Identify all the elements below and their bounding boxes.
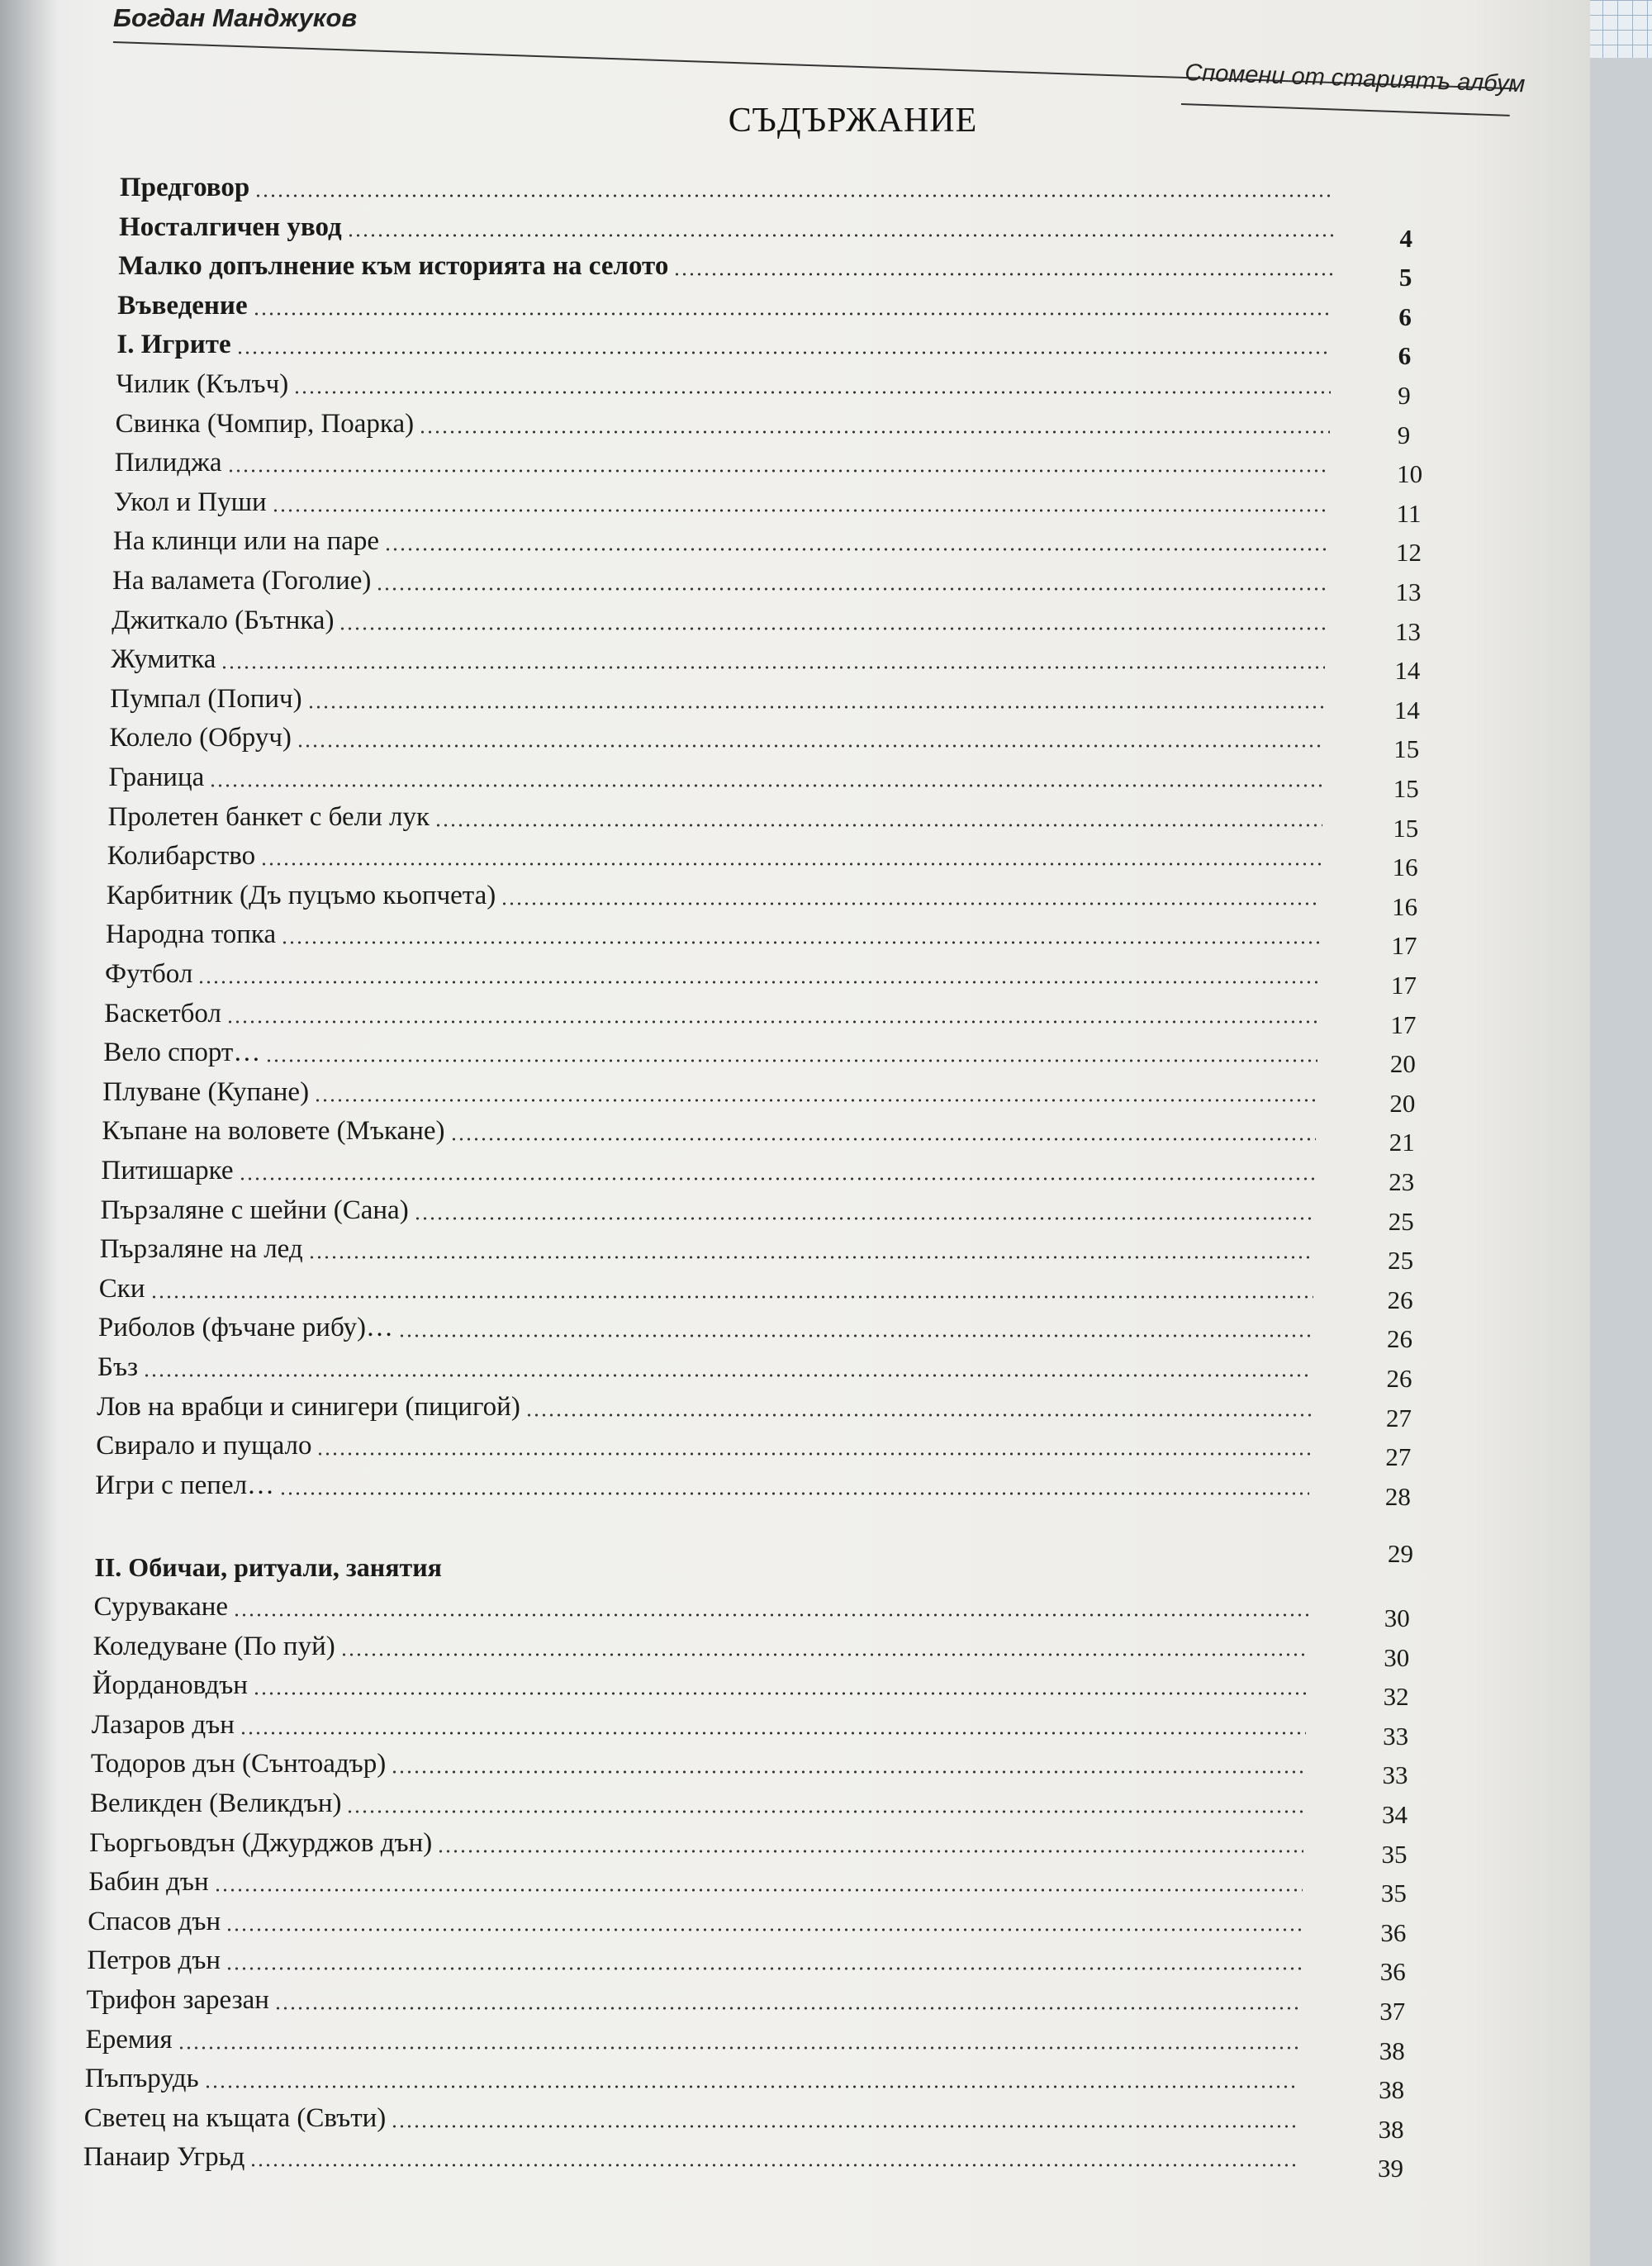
toc-page-number: 26: [1387, 1324, 1413, 1354]
toc-entry-label: Чилик (Кълъч): [116, 369, 289, 399]
leader-dots: [391, 2125, 1298, 2128]
toc-page-number: 15: [1393, 774, 1419, 803]
toc-page-number: 6: [1398, 341, 1412, 371]
toc-entry-label: I. Игрите: [116, 330, 231, 360]
toc-entry-label: Бабин дън: [88, 1867, 209, 1898]
toc-page-number: 9: [1398, 381, 1411, 410]
leader-dots: [226, 1020, 1318, 1024]
toc-entry: [113, 484, 1446, 528]
leader-dots: [225, 1928, 1302, 1931]
toc-entry: [117, 287, 1448, 331]
leader-dots: [260, 862, 1322, 866]
toc-entry-label: Панаир Угрьд: [83, 2142, 245, 2173]
toc-entry: [93, 1628, 1434, 1672]
toc-entry: [111, 641, 1444, 686]
toc-page-number: 17: [1391, 931, 1417, 961]
toc-entry-label: Граница: [108, 762, 205, 792]
leader-dots: [225, 1967, 1301, 1970]
toc-entry: [83, 2100, 1428, 2144]
toc-entry-label: Риболов (фъчане рибу)…: [97, 1313, 393, 1343]
leader-dots: [434, 824, 1322, 827]
leader-dots: [272, 509, 1328, 512]
toc-entry-label: Лов на врабци и синигери (пицигой): [97, 1391, 520, 1422]
toc-page-number: 30: [1384, 1642, 1410, 1672]
toc-entry-label: Пъпърудь: [84, 2064, 199, 2094]
toc-entry-label: Лазаров дън: [91, 1709, 235, 1740]
toc-entry: [104, 995, 1440, 1039]
toc-page-number: 26: [1386, 1364, 1412, 1393]
toc-entry-label: Гьоргьовдън (Джурджов дън): [89, 1827, 433, 1858]
leader-dots: [281, 941, 1320, 944]
toc-entry-label: Вело спорт…: [103, 1038, 261, 1068]
toc-entry: [118, 248, 1449, 292]
toc-entry: [97, 1389, 1436, 1432]
toc-entry-label: Еремия: [85, 2024, 173, 2055]
toc-entry-label: Укол и Пуши: [113, 487, 267, 517]
leader-dots: [316, 1452, 1310, 1456]
leader-dots: [307, 705, 1325, 709]
leader-dots: [143, 1374, 1312, 1377]
leader-dots: [209, 784, 1322, 787]
leader-dots: [279, 1492, 1309, 1495]
toc-page-number: 30: [1384, 1603, 1410, 1632]
toc-entry-label: Светец на къщата (Свъти): [83, 2102, 387, 2133]
leader-dots: [525, 1413, 1311, 1417]
toc-entry: [95, 1467, 1435, 1511]
toc-entry: [90, 1785, 1431, 1829]
section-heading: [116, 326, 1447, 371]
toc-page-number: 12: [1396, 538, 1422, 568]
toc-entry: [88, 1864, 1431, 1908]
leader-dots: [214, 1888, 1303, 1892]
toc-entry: [119, 209, 1449, 253]
toc-page-number: 33: [1383, 1721, 1409, 1751]
toc-page-number: 20: [1389, 1088, 1416, 1118]
toc-entry-label: Великден (Великдън): [90, 1789, 342, 1818]
toc-entry-label: Пролетен банкет с бели лук: [107, 801, 430, 832]
leader-dots: [265, 1059, 1317, 1062]
leader-dots: [414, 1217, 1315, 1220]
toc-entry-label: Свинка (Чомпир, Поарка): [115, 408, 415, 439]
toc-page-number: 32: [1383, 1682, 1409, 1712]
toc-entry-label: Йордановдън: [92, 1670, 248, 1701]
toc-page-number: 5: [1398, 263, 1412, 292]
toc-entry-label: Баскетбол: [104, 998, 221, 1028]
toc-entry: [115, 406, 1447, 449]
toc-entry: [87, 1942, 1429, 1987]
leader-dots: [236, 351, 1332, 354]
leader-dots: [293, 391, 1330, 394]
toc-page-number: 35: [1381, 1839, 1408, 1869]
leader-dots: [384, 548, 1327, 551]
toc-page-number: 37: [1379, 1997, 1406, 2026]
leader-dots: [346, 1810, 1304, 1813]
leader-dots: [376, 587, 1327, 591]
toc-entry: [96, 1428, 1435, 1472]
leader-dots: [233, 1613, 1308, 1617]
leader-dots: [297, 744, 1323, 748]
toc-page-number: 16: [1392, 853, 1418, 882]
toc-title: СЪДЪРЖАНИЕ: [728, 102, 978, 140]
toc-page-number: 27: [1385, 1403, 1412, 1432]
toc-entry-label: Игри с пепел…: [95, 1470, 275, 1500]
toc-entry: [105, 916, 1441, 961]
toc-page-number: 27: [1385, 1442, 1412, 1472]
toc-entry: [116, 366, 1448, 410]
toc-entry-label: На валамета (Гоголие): [112, 566, 372, 596]
toc-entry-label: Колибарство: [107, 841, 256, 872]
toc-entry-label: Питишарке: [101, 1156, 234, 1185]
toc-entry: [107, 838, 1442, 882]
section-heading: II. Обичаи, ритуали, занятия: [94, 1552, 442, 1583]
toc-entry-label: Къпане на воловете (Мъкане): [102, 1116, 445, 1147]
toc-entry: [83, 2139, 1427, 2183]
toc-page-number: 21: [1389, 1128, 1415, 1157]
toc-entry: [88, 1903, 1430, 1947]
toc-page-number: 16: [1392, 891, 1418, 921]
toc-page-number: 4: [1399, 223, 1412, 253]
leader-dots: [340, 1653, 1308, 1656]
toc-entry-label: Джиткало (Бътнка): [112, 605, 335, 635]
toc-page-number: 14: [1393, 695, 1420, 724]
toc-page-number: 17: [1391, 971, 1417, 1000]
toc-entry: [103, 1034, 1440, 1079]
toc-page-number: 25: [1388, 1246, 1414, 1276]
leader-dots: [253, 312, 1332, 316]
toc-entry: [97, 1349, 1436, 1393]
leader-dots: [274, 2007, 1301, 2010]
leader-dots: [391, 1770, 1305, 1774]
toc-entry: [92, 1667, 1433, 1712]
toc-page-number: 20: [1389, 1049, 1416, 1079]
toc-page-number: 13: [1394, 616, 1421, 646]
leader-dots: [314, 1099, 1317, 1102]
toc-page-number: 28: [1384, 1481, 1411, 1511]
toc-entry-label: Свирало и пущало: [96, 1431, 312, 1461]
toc-entry-label: Футбол: [105, 959, 193, 989]
toc-page-number: 23: [1389, 1167, 1415, 1196]
toc-entry-label: Пумпал (Попич): [110, 683, 302, 714]
toc-entry: [112, 602, 1445, 646]
leader-dots: [308, 1256, 1314, 1259]
leader-dots: [339, 627, 1326, 630]
toc-page-number: 6: [1398, 302, 1412, 331]
toc-entry: [90, 1746, 1432, 1790]
toc-entry-label: Сурувакане: [93, 1592, 229, 1622]
leader-dots: [254, 194, 1334, 197]
leader-dots: [450, 1138, 1317, 1141]
toc-page-number: 25: [1388, 1206, 1414, 1236]
toc-entry: [100, 1192, 1438, 1236]
leader-dots: [347, 234, 1333, 237]
page-shadow: [0, 0, 58, 2266]
toc-page-number: 11: [1396, 498, 1422, 528]
toc-page-number: 39: [1378, 2154, 1404, 2183]
toc-entry-label: Колело (Обруч): [109, 723, 292, 753]
toc-entry: [112, 523, 1446, 568]
toc-entry: [91, 1707, 1432, 1751]
toc-entry-label: Ски: [98, 1273, 145, 1304]
toc-page-number: 14: [1394, 656, 1421, 686]
leader-dots: [673, 273, 1332, 276]
toc-entry-label: Пързаляне с шейни (Сана): [100, 1195, 409, 1225]
toc-entry-label: Носталгичен увод: [119, 211, 342, 242]
toc-entry: [107, 799, 1443, 843]
toc-entry: [106, 877, 1441, 921]
leader-dots: [221, 666, 1325, 669]
toc-page-number: 33: [1382, 1760, 1408, 1790]
toc-page-number: 29: [1388, 1539, 1413, 1568]
toc-entry-label: Коледуване (По пуй): [93, 1631, 335, 1661]
toc-page-number: 36: [1380, 1917, 1407, 1947]
toc-entry: [84, 2060, 1428, 2105]
toc-entry-label: Плуване (Купане): [102, 1076, 310, 1107]
toc-entry: [110, 681, 1444, 724]
toc-page-number: 10: [1397, 459, 1423, 489]
toc-page-number: 9: [1397, 420, 1411, 449]
toc-page-number: 38: [1379, 2075, 1405, 2105]
toc-page-number: 35: [1380, 1879, 1407, 1908]
toc-entry-label: На клинци или на паре: [112, 526, 380, 557]
toc-entry-label: Въведение: [117, 290, 248, 321]
toc-entry: [93, 1589, 1434, 1632]
toc-entry: [102, 1074, 1439, 1118]
toc-entry-label: Предговор: [120, 173, 250, 202]
toc-entry-label: Малко допълнение към историята на селото: [118, 251, 669, 282]
toc-entry: [99, 1231, 1437, 1276]
toc-page-number: 26: [1387, 1285, 1413, 1314]
toc-entry-label: Пилиджа: [114, 448, 222, 478]
leader-dots: [253, 1692, 1307, 1695]
toc-entry: [114, 444, 1446, 489]
leader-dots: [150, 1295, 1313, 1299]
leader-dots: [419, 430, 1329, 434]
toc-page-number: 38: [1379, 2036, 1405, 2065]
leader-dots: [197, 981, 1319, 984]
toc-entry: [108, 759, 1443, 803]
toc-entry-label: Народна топка: [105, 919, 277, 950]
leader-dots: [227, 469, 1329, 473]
leader-dots: [178, 2046, 1300, 2050]
toc-page-number: 34: [1382, 1800, 1408, 1829]
toc-entry-label: Жумитка: [111, 644, 216, 675]
leader-dots: [240, 1732, 1306, 1735]
toc-entry: [112, 563, 1446, 606]
header-author: Богдан Манджуков: [113, 3, 358, 32]
toc-entry: [120, 169, 1450, 206]
leader-dots: [437, 1850, 1303, 1853]
toc-entry-label: Пързаляне на лед: [99, 1234, 303, 1265]
toc-entry: [105, 956, 1441, 1000]
toc-page-number: 17: [1390, 1009, 1417, 1039]
toc-entry-label: Тодоров дън (Сънтоадър): [90, 1749, 387, 1779]
toc-page-number: 15: [1393, 734, 1420, 764]
leader-dots: [249, 2164, 1297, 2167]
toc-entry: [97, 1309, 1436, 1354]
toc-page-number: 38: [1378, 2114, 1404, 2144]
toc-entry-label: Карбитник (Дъ пуцъмо кьопчета): [106, 880, 496, 910]
toc-page-number: 15: [1393, 813, 1419, 843]
toc-entry: [109, 720, 1443, 764]
toc-entry-label: Трифон зарезан: [86, 1985, 269, 2015]
toc-entry: [102, 1113, 1438, 1157]
header-book-title: Спомени от стариятъ албум: [1184, 59, 1526, 98]
toc-entry: [89, 1825, 1431, 1869]
toc-entry: [86, 1982, 1430, 2026]
toc-page-number: 13: [1395, 577, 1422, 606]
toc-entry-label: Петров дън: [87, 1945, 221, 1976]
toc-entry: [101, 1152, 1439, 1196]
leader-dots: [239, 1177, 1316, 1181]
leader-dots: [398, 1334, 1313, 1337]
toc-page-number: 36: [1379, 1957, 1406, 1987]
leader-dots: [501, 902, 1321, 905]
toc-entry: [85, 2021, 1429, 2065]
toc-entry: [98, 1271, 1437, 1314]
toc-entry-label: Спасов дън: [88, 1906, 221, 1936]
toc-entry-label: Бъз: [97, 1352, 139, 1382]
leader-dots: [204, 2085, 1299, 2088]
